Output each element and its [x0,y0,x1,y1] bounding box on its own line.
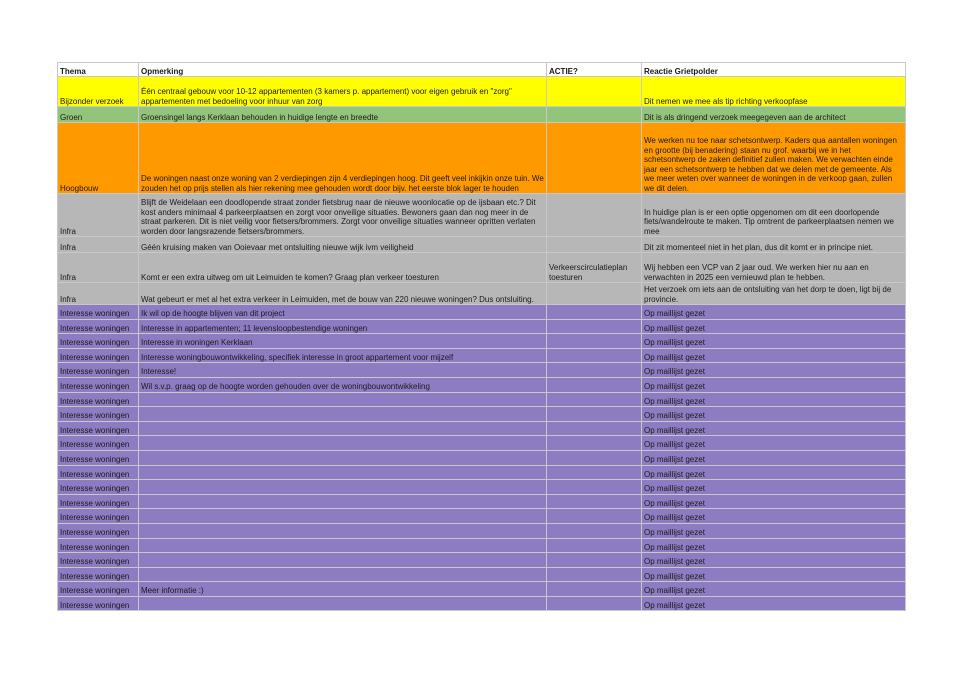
cell-reactie[interactable]: Op maillijst gezet [642,421,906,436]
cell-actie[interactable] [547,582,642,597]
table-row [58,450,906,465]
table-row [58,436,906,451]
cell-opmerking[interactable] [139,596,547,611]
cell-actie[interactable] [547,436,642,451]
cell-thema[interactable]: Infra [58,253,139,283]
cell-actie[interactable] [547,123,642,194]
cell-opmerking[interactable] [139,436,547,451]
cell-thema[interactable]: Infra [58,237,139,253]
cell-reactie[interactable]: Het verzoek om iets aan de ontsluiting van het dorp te doen, ligt bij de provincie. [642,283,906,305]
cell-actie[interactable] [547,596,642,611]
cell-reactie[interactable]: In huidige plan is er een optie opgenomen om dit een doorlopende fiets/wandelroute te maken. Tip omtrent de parkeerplaatsen nemen we mee [642,194,906,237]
cell-actie[interactable] [547,480,642,495]
cell-actie[interactable] [547,77,642,107]
cell-reactie[interactable]: Dit is als dringend verzoek meegegeven aan de architect [642,107,906,123]
cell-reactie[interactable]: Op maillijst gezet [642,407,906,422]
table-body [58,77,906,611]
cell-reactie[interactable]: Op maillijst gezet [642,494,906,509]
cell-reactie[interactable]: Op maillijst gezet [642,480,906,495]
cell-reactie[interactable]: Op maillijst gezet [642,582,906,597]
table-row [58,377,906,392]
table-row [58,538,906,553]
table-row [58,107,906,123]
cell-thema[interactable]: Interesse woningen [58,348,139,363]
cell-thema[interactable]: Interesse woningen [58,319,139,334]
table-row [58,553,906,568]
cell-actie[interactable] [547,237,642,253]
cell-actie[interactable] [547,523,642,538]
cell-thema[interactable]: Infra [58,194,139,237]
cell-reactie[interactable]: Op maillijst gezet [642,305,906,320]
cell-actie[interactable] [547,283,642,305]
cell-opmerking[interactable]: Ik wil op de hoogte blijven van dit project [139,305,547,320]
cell-actie[interactable] [547,348,642,363]
cell-reactie[interactable]: Op maillijst gezet [642,334,906,349]
cell-thema[interactable]: Interesse woningen [58,582,139,597]
cell-actie[interactable] [547,107,642,123]
table-row [58,77,906,107]
table-row [58,194,906,237]
cell-thema[interactable]: Interesse woningen [58,553,139,568]
cell-reactie[interactable]: Op maillijst gezet [642,348,906,363]
cell-reactie[interactable]: Op maillijst gezet [642,319,906,334]
table-row [58,567,906,582]
cell-actie[interactable] [547,305,642,320]
cell-thema[interactable]: Interesse woningen [58,480,139,495]
cell-opmerking[interactable] [139,567,547,582]
cell-thema[interactable]: Interesse woningen [58,363,139,378]
cell-reactie[interactable]: Op maillijst gezet [642,538,906,553]
table-row [58,283,906,305]
table-row [58,421,906,436]
cell-opmerking[interactable] [139,407,547,422]
cell-opmerking[interactable] [139,538,547,553]
cell-thema[interactable]: Interesse woningen [58,465,139,480]
feedback-table [57,62,906,611]
cell-actie[interactable] [547,450,642,465]
header-reactie[interactable]: Reactie Grietpolder [642,63,906,77]
cell-thema[interactable]: Interesse woningen [58,538,139,553]
table-row [58,596,906,611]
cell-actie[interactable] [547,392,642,407]
cell-opmerking[interactable] [139,480,547,495]
cell-actie[interactable] [547,494,642,509]
table-row [58,253,906,283]
header-opmerking[interactable]: Opmerking [139,63,547,77]
cell-reactie[interactable]: Wij hebben een VCP van 2 jaar oud. We werken hier nu aan en verwachten in 2025 een vernieuwd plan te hebben. [642,253,906,283]
cell-actie[interactable] [547,567,642,582]
cell-reactie[interactable]: Op maillijst gezet [642,392,906,407]
cell-reactie[interactable]: Op maillijst gezet [642,450,906,465]
cell-reactie[interactable]: Op maillijst gezet [642,509,906,524]
cell-opmerking[interactable]: Interesse in woningen Kerklaan [139,334,547,349]
cell-thema[interactable]: Interesse woningen [58,421,139,436]
table-row [58,582,906,597]
table-row [58,509,906,524]
table-row [58,319,906,334]
cell-opmerking[interactable] [139,421,547,436]
cell-thema[interactable]: Infra [58,283,139,305]
cell-reactie[interactable]: Dit nemen we mee als tip richting verkoopfase [642,77,906,107]
cell-opmerking[interactable] [139,450,547,465]
cell-opmerking[interactable] [139,523,547,538]
table-row [58,363,906,378]
cell-actie[interactable] [547,319,642,334]
cell-reactie[interactable]: Op maillijst gezet [642,567,906,582]
cell-opmerking[interactable]: Groensingel langs Kerklaan behouden in huidige lengte en breedte [139,107,547,123]
cell-thema[interactable]: Interesse woningen [58,567,139,582]
cell-thema[interactable]: Interesse woningen [58,596,139,611]
cell-thema[interactable]: Interesse woningen [58,377,139,392]
table-row [58,465,906,480]
cell-actie[interactable]: Verkeerscirculatieplan toesturen [547,253,642,283]
cell-reactie[interactable]: Op maillijst gezet [642,436,906,451]
cell-actie[interactable] [547,538,642,553]
cell-opmerking[interactable]: Komt er een extra uitweg om uit Leimuiden te komen? Graag plan verkeer toesturen [139,253,547,283]
cell-opmerking[interactable] [139,392,547,407]
header-row [58,63,906,77]
table-row [58,407,906,422]
header-actie[interactable]: ACTIE? [547,63,642,77]
table-row [58,392,906,407]
cell-reactie[interactable]: Op maillijst gezet [642,523,906,538]
cell-actie[interactable] [547,334,642,349]
cell-actie[interactable] [547,363,642,378]
cell-reactie[interactable]: Op maillijst gezet [642,596,906,611]
cell-opmerking[interactable]: Interesse! [139,363,547,378]
table-row [58,348,906,363]
cell-opmerking[interactable]: Meer informatie :) [139,582,547,597]
cell-actie[interactable] [547,509,642,524]
cell-thema[interactable]: Interesse woningen [58,523,139,538]
table-row [58,523,906,538]
cell-thema[interactable]: Interesse woningen [58,392,139,407]
cell-thema[interactable]: Bijzonder verzoek [58,77,139,107]
cell-opmerking[interactable] [139,553,547,568]
table-row [58,305,906,320]
cell-thema[interactable]: Groen [58,107,139,123]
cell-thema[interactable]: Interesse woningen [58,436,139,451]
cell-reactie[interactable]: Op maillijst gezet [642,553,906,568]
cell-reactie[interactable]: We werken nu toe naar schetsontwerp. Kaders qua aantallen woningen en grootte (bij benadering) staan nu grof. waarbij we in het schetsontwerp de zaken definitief zullen maken. We verwachten einde jaar een schetsontwerp te hebben dat we delen met de gemeente. Als we meer weten over wanneer de woningen in de verkoop gaan, zullen we dit delen. [642,123,906,194]
cell-reactie[interactable]: Op maillijst gezet [642,465,906,480]
cell-opmerking[interactable]: Géén kruising maken van Ooievaar met ontsluiting nieuwe wijk ivm veiligheid [139,237,547,253]
cell-reactie[interactable]: Op maillijst gezet [642,377,906,392]
header-thema[interactable]: Thema [58,63,139,77]
cell-actie[interactable] [547,553,642,568]
cell-opmerking[interactable]: De woningen naast onze woning van 2 verdiepingen zijn 4 verdiepingen hoog. Dit geeft veel inkijkin onze tuin. We zouden het op prijs stellen als hier rekening mee gehouden wordt door bijv. het eerste blok lager te houden [139,123,547,194]
cell-thema[interactable]: Interesse woningen [58,334,139,349]
table-row [58,123,906,194]
cell-reactie[interactable]: Dit zit momenteel niet in het plan, dus dit komt er in principe niet. [642,237,906,253]
cell-thema[interactable]: Interesse woningen [58,407,139,422]
cell-thema[interactable]: Interesse woningen [58,494,139,509]
table-row [58,334,906,349]
cell-opmerking[interactable]: Blijft de Weidelaan een doodlopende straat zonder fietsbrug naar de nieuwe woonlocatie op de ijsbaan etc.? Dit kost anders minimaal 4 parkeerplaatsen en zorgt voor onveilige situaties. Bewoners gaan dan nog meer in de straat parkeren. Dit is niet veilig voor fietsers/brommers. Zorgt voor onveilige situaties wanneer opritten verlaten worden door langsrazende fietsers/brommers. [139,194,547,237]
table-row [58,237,906,253]
cell-reactie[interactable]: Op maillijst gezet [642,363,906,378]
cell-thema[interactable]: Hoogbouw [58,123,139,194]
cell-opmerking[interactable] [139,494,547,509]
table-row [58,480,906,495]
cell-opmerking[interactable] [139,509,547,524]
table-row [58,494,906,509]
cell-actie[interactable] [547,407,642,422]
cell-actie[interactable] [547,465,642,480]
cell-thema[interactable]: Interesse woningen [58,509,139,524]
cell-actie[interactable] [547,377,642,392]
cell-actie[interactable] [547,421,642,436]
cell-actie[interactable] [547,194,642,237]
cell-opmerking[interactable] [139,465,547,480]
cell-thema[interactable]: Interesse woningen [58,450,139,465]
cell-opmerking[interactable]: Interesse woningbouwontwikkeling, specifiek interesse in groot appartement voor mijzelf [139,348,547,363]
cell-opmerking[interactable]: Interesse in appartementen; 11 levensloopbestendige woningen [139,319,547,334]
cell-opmerking[interactable]: Één centraal gebouw voor 10-12 appartementen (3 kamers p. appartement) voor eigen gebruik en "zorg" appartementen met bedoeling voor inhuur van zorg [139,77,547,107]
cell-opmerking[interactable]: Wat gebeurt er met al het extra verkeer in Leimuiden, met de bouw van 220 nieuwe woningen? Dus ontsluiting. [139,283,547,305]
cell-opmerking[interactable]: Wil s.v.p. graag op de hoogte worden gehouden over de woningbouwontwikkeling [139,377,547,392]
cell-thema[interactable]: Interesse woningen [58,305,139,320]
